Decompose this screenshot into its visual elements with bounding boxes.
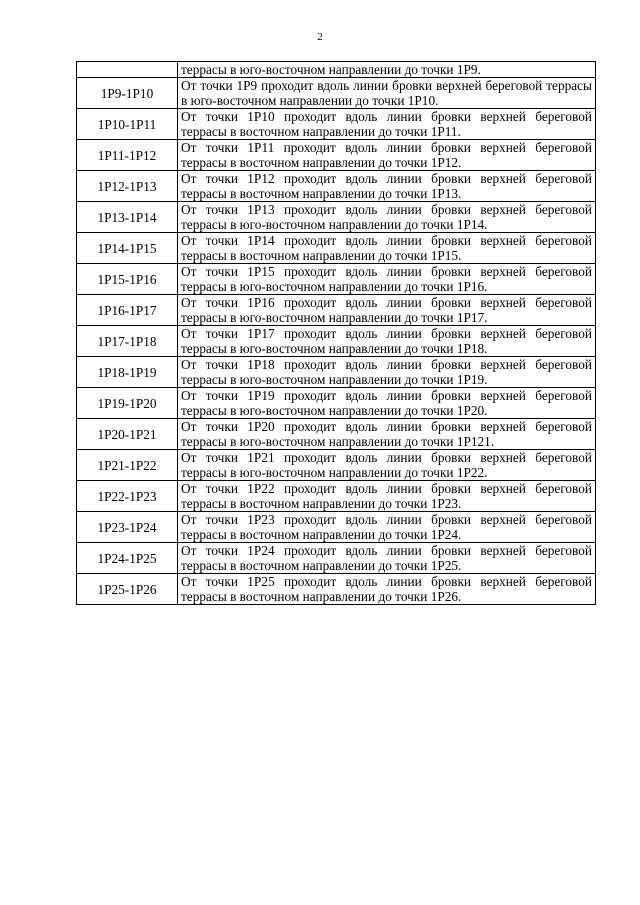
segment-cell: 1Р10-1Р11 <box>77 109 178 140</box>
description-cell: От точки 1Р24 проходит вдоль линии бровки верхней береговой террасы в восточном направлении до точки 1Р25. <box>178 543 596 574</box>
description-cell: террасы в юго-восточном направлении до точки 1Р9. <box>178 62 596 78</box>
description-cell: От точки 1Р22 проходит вдоль линии бровки верхней береговой террасы в восточном направлении до точки 1Р23. <box>178 481 596 512</box>
description-cell: От точки 1Р16 проходит вдоль линии бровки верхней береговой террасы в юго-восточном направлении до точки 1Р17. <box>178 295 596 326</box>
description-cell: От точки 1Р17 проходит вдоль линии бровки верхней береговой террасы в юго-восточном направлении до точки 1Р18. <box>178 326 596 357</box>
segment-cell: 1Р25-1Р26 <box>77 574 178 605</box>
segment-cell: 1Р13-1Р14 <box>77 202 178 233</box>
description-cell: От точки 1Р19 проходит вдоль линии бровки верхней береговой террасы в юго-восточном направлении до точки 1Р20. <box>178 388 596 419</box>
table-row <box>77 357 596 388</box>
description-cell: От точки 1Р18 проходит вдоль линии бровки верхней береговой террасы в юго-восточном направлении до точки 1Р19. <box>178 357 596 388</box>
description-cell: От точки 1Р21 проходит вдоль линии бровки верхней береговой террасы в юго-восточном направлении до точки 1Р22. <box>178 450 596 481</box>
description-cell: От точки 1Р13 проходит вдоль линии бровки верхней береговой террасы в юго-восточном направлении до точки 1Р14. <box>178 202 596 233</box>
boundary-description-table <box>76 61 596 605</box>
segment-cell: 1Р14-1Р15 <box>77 233 178 264</box>
segment-cell <box>77 62 178 78</box>
description-cell: От точки 1Р25 проходит вдоль линии бровки верхней береговой террасы в восточном направлении до точки 1Р26. <box>178 574 596 605</box>
description-cell: От точки 1Р11 проходит вдоль линии бровки верхней береговой террасы в восточном направлении до точки 1Р12. <box>178 140 596 171</box>
description-cell: От точки 1Р20 проходит вдоль линии бровки верхней береговой террасы в юго-восточном направлении до точки 1Р121. <box>178 419 596 450</box>
table-body <box>77 62 596 605</box>
segment-cell: 1Р21-1Р22 <box>77 450 178 481</box>
table-row <box>77 326 596 357</box>
table-row <box>77 233 596 264</box>
table-row <box>77 78 596 109</box>
segment-cell: 1Р22-1Р23 <box>77 481 178 512</box>
description-cell: От точки 1Р23 проходит вдоль линии бровки верхней береговой террасы в восточном направлении до точки 1Р24. <box>178 512 596 543</box>
segment-cell: 1Р17-1Р18 <box>77 326 178 357</box>
table-row <box>77 419 596 450</box>
segment-cell: 1Р18-1Р19 <box>77 357 178 388</box>
segment-cell: 1Р24-1Р25 <box>77 543 178 574</box>
segment-cell: 1Р15-1Р16 <box>77 264 178 295</box>
segment-cell: 1Р20-1Р21 <box>77 419 178 450</box>
table-row <box>77 574 596 605</box>
segment-cell: 1Р12-1Р13 <box>77 171 178 202</box>
table-row <box>77 481 596 512</box>
table-row <box>77 450 596 481</box>
segment-cell: 1Р23-1Р24 <box>77 512 178 543</box>
segment-cell: 1Р11-1Р12 <box>77 140 178 171</box>
table-row <box>77 264 596 295</box>
description-cell: От точки 1Р12 проходит вдоль линии бровки верхней береговой террасы в восточном направлении до точки 1Р13. <box>178 171 596 202</box>
segment-cell: 1Р9-1Р10 <box>77 78 178 109</box>
table-row <box>77 202 596 233</box>
table-row <box>77 543 596 574</box>
segment-cell: 1Р19-1Р20 <box>77 388 178 419</box>
description-cell: От точки 1Р15 проходит вдоль линии бровки верхней береговой террасы в юго-восточном направлении до точки 1Р16. <box>178 264 596 295</box>
table-row <box>77 109 596 140</box>
table-row <box>77 140 596 171</box>
description-cell: От точки 1Р10 проходит вдоль линии бровки верхней береговой террасы в восточном направлении до точки 1Р11. <box>178 109 596 140</box>
description-cell: От точки 1Р14 проходит вдоль линии бровки верхней береговой террасы в восточном направлении до точки 1Р15. <box>178 233 596 264</box>
table-row <box>77 512 596 543</box>
table-row <box>77 62 596 78</box>
table-row <box>77 388 596 419</box>
table-row <box>77 295 596 326</box>
page-number: 2 <box>317 31 323 43</box>
segment-cell: 1Р16-1Р17 <box>77 295 178 326</box>
description-cell: От точки 1Р9 проходит вдоль линии бровки верхней береговой террасы в юго-восточном направлении до точки 1Р10. <box>178 78 596 109</box>
table-row <box>77 171 596 202</box>
